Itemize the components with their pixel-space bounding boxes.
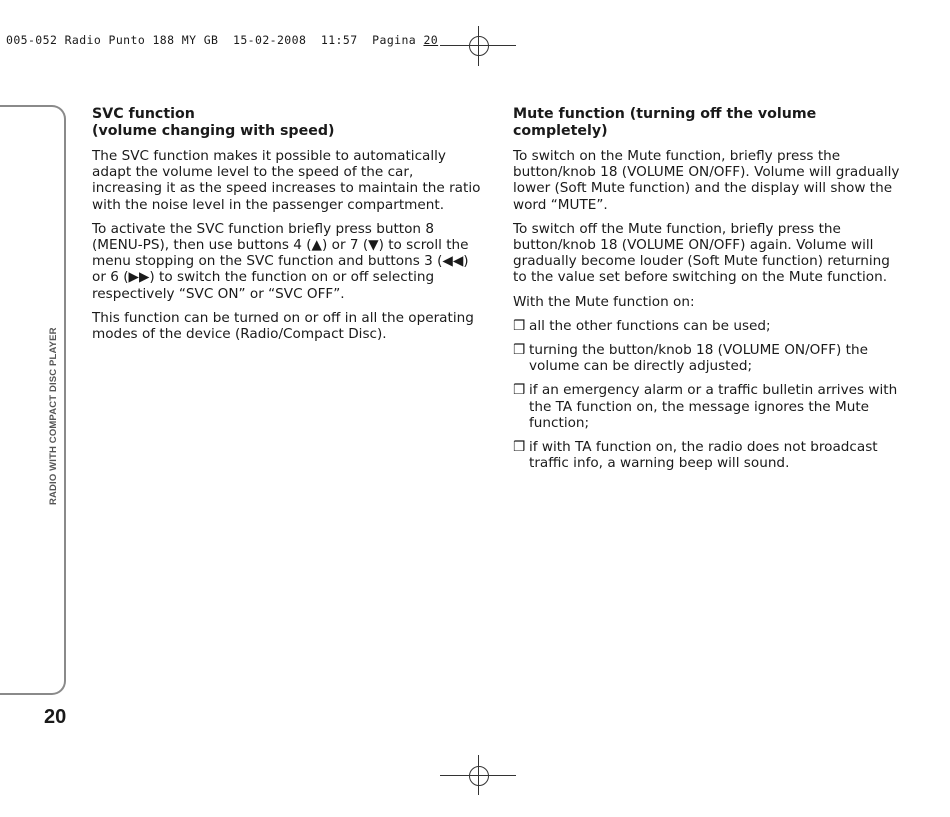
list-item-text: if with TA function on, the radio does not broadcast traffic info, a warning beep will sound. <box>529 439 878 472</box>
svc-paragraph: To activate the SVC function briefly press button 8 (MENU-PS), then use buttons 4 (▲) or 7 (▼) to scroll the menu stopping on the SVC function and buttons 3 (◀◀) or 6 (▶▶) to switch the function on or off selecting respectively “SVC ON” or “SVC OFF”. <box>92 220 469 302</box>
right-column <box>513 106 905 479</box>
crop-mark-top <box>440 26 516 66</box>
crop-mark-bottom <box>440 755 516 795</box>
svc-paragraph: The SVC function makes it possible to automatically adapt the volume level to the speed of the car, increasing it as the speed increases to maintain the ratio with the noise level in the passenger compartment. <box>92 148 481 213</box>
page-number: 20 <box>44 706 67 728</box>
checkbox-bullet-icon: ❒ <box>513 439 526 456</box>
list-item <box>513 342 905 374</box>
list-item <box>513 318 905 334</box>
list-item <box>513 382 905 431</box>
list-item-text: all the other functions can be used; <box>529 317 771 334</box>
list-item-text: turning the button/knob 18 (VOLUME ON/OFF) the volume can be directly adjusted; <box>529 342 868 375</box>
left-column <box>92 106 484 350</box>
svc-heading-line2: (volume changing with speed) <box>92 123 335 139</box>
mute-paragraph: With the Mute function on: <box>513 293 695 310</box>
mute-bullet-list <box>513 318 905 472</box>
svc-paragraph: This function can be turned on or off in all the operating modes of the device (Radio/Compact Disc). <box>92 309 474 343</box>
mute-paragraph: To switch on the Mute function, briefly press the button/knob 18 (VOLUME ON/OFF). Volume will gradually lower (Soft Mute function) and the display will show the word “MUTE”. <box>513 148 900 213</box>
svc-heading-line1: SVC function <box>92 106 195 122</box>
checkbox-bullet-icon: ❒ <box>513 382 526 399</box>
print-header-text: 005-052 Radio Punto 188 MY GB 15-02-2008 11:57 Pagina <box>6 33 424 47</box>
checkbox-bullet-icon: ❒ <box>513 317 526 334</box>
mute-paragraph: To switch off the Mute function, briefly press the button/knob 18 (VOLUME ON/OFF) again. Volume will gradually become louder (Soft Mute function) returning to the value set before switching on the Mute function. <box>513 220 890 286</box>
list-item <box>513 439 905 471</box>
chapter-side-label: RADIO WITH COMPACT DISC PLAYER <box>48 327 59 505</box>
print-header <box>6 33 438 47</box>
print-header-page: 20 <box>423 33 439 47</box>
svc-heading <box>92 106 484 140</box>
mute-heading-line2: completely) <box>513 123 608 139</box>
checkbox-bullet-icon: ❒ <box>513 342 526 359</box>
mute-heading-line1: Mute function (turning off the volume <box>513 106 817 122</box>
mute-heading <box>513 106 905 140</box>
list-item-text: if an emergency alarm or a traffic bulletin arrives with the TA function on, the message ignores the Mute function; <box>529 382 898 431</box>
